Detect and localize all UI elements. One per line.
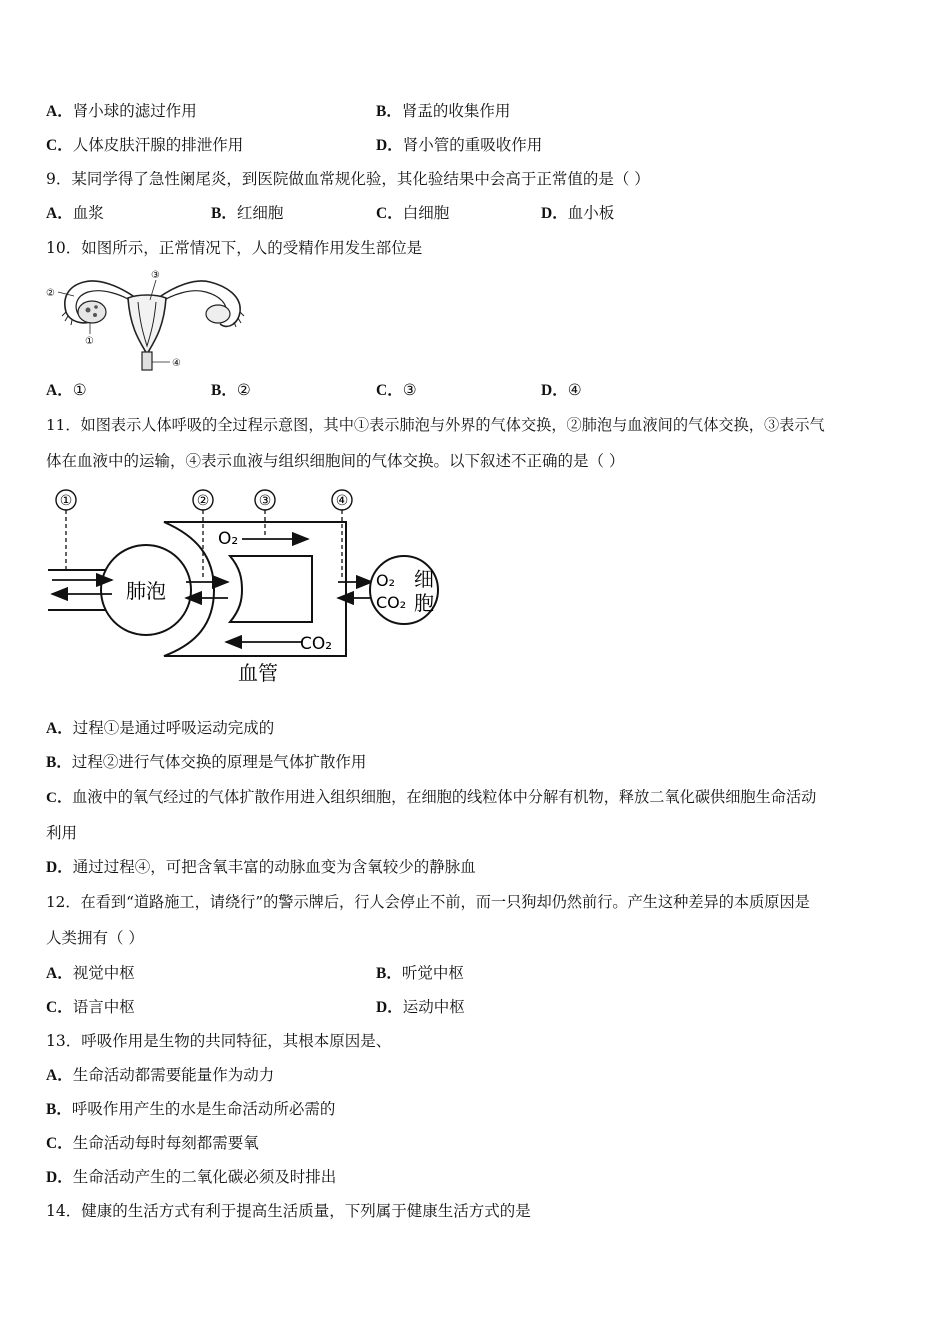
q9-option-a: A．血浆	[46, 204, 104, 222]
svg-text:②: ②	[196, 493, 210, 509]
svg-text:O₂: O₂	[218, 529, 239, 549]
q9-stem: 9．某同学得了急性阑尾炎，到医院做血常规化验，其化验结果中会高于正常值的是（ ）	[46, 170, 650, 188]
q11-stem-line2: 体在血液中的运输，④表示血液与组织细胞间的气体交换。以下叙述不正确的是（ ）	[46, 452, 625, 470]
q10-option-b: B．②	[211, 381, 251, 399]
svg-text:CO₂: CO₂	[300, 634, 333, 654]
q12-option-a: A．视觉中枢	[46, 964, 135, 982]
figure-label-1: ①	[85, 336, 94, 347]
q14-stem: 14．健康的生活方式有利于提高生活质量，下列属于健康生活方式的是	[46, 1202, 531, 1220]
q8-option-a: A．肾小球的滤过作用	[46, 102, 197, 120]
left-ovary	[78, 301, 106, 323]
right-ovary	[206, 305, 230, 323]
q11-option-a: A．过程①是通过呼吸运动完成的	[46, 719, 275, 737]
step-2-label	[193, 490, 213, 510]
q11-stem-line1: 11．如图表示人体呼吸的全过程示意图，其中①表示肺泡与外界的气体交换，②肺泡与血液间的气体交换，③表示气	[46, 416, 825, 434]
vagina	[142, 352, 152, 370]
q13-stem: 13．呼吸作用是生物的共同特征，其根本原因是、	[46, 1032, 392, 1050]
respiration-diagram	[46, 484, 446, 690]
svg-text:③: ③	[258, 493, 272, 509]
q12-option-c: C．语言中枢	[46, 998, 135, 1016]
q11-option-d: D．通过过程④，可把含氧丰富的动脉血变为含氧较少的静脉血	[46, 858, 476, 876]
q10-stem: 10．如图所示，正常情况下，人的受精作用发生部位是	[46, 239, 423, 257]
q12-option-b: B．听觉中枢	[376, 964, 464, 982]
uterus-figure	[44, 268, 250, 372]
step-3-label	[255, 490, 275, 510]
svg-text:胞: 胞	[414, 591, 434, 615]
svg-text:O₂: O₂	[376, 571, 396, 590]
q13-option-a: A．生命活动都需要能量作为动力	[46, 1066, 275, 1084]
q11-option-b: B．过程②进行气体交换的原理是气体扩散作用	[46, 753, 367, 771]
svg-text:④: ④	[335, 493, 349, 509]
vessel-label: 血管	[238, 661, 278, 685]
figure-label-4: ④	[172, 358, 181, 369]
q10-option-a: A．①	[46, 381, 87, 399]
step-1-label	[56, 490, 76, 510]
q10-option-d: D．④	[541, 381, 582, 399]
q8-option-d: D．肾小管的重吸收作用	[376, 136, 543, 154]
q11-option-c: C．血液中的氧气经过的气体扩散作用进入组织细胞，在细胞的线粒体中分解有机物，释放二氧化碳供细胞生命活动	[46, 788, 817, 806]
svg-text:细: 细	[414, 567, 434, 591]
figure-label-3: ③	[151, 270, 160, 281]
step-4-label	[332, 490, 352, 510]
svg-text:CO₂: CO₂	[376, 593, 407, 612]
q9-option-b: B．红细胞	[211, 204, 284, 222]
q9-option-d: D．血小板	[541, 204, 615, 222]
q11-option-c-cont: 利用	[46, 824, 78, 842]
q13-option-c: C．生命活动每时每刻都需要氧	[46, 1134, 259, 1152]
q13-option-d: D．生命活动产生的二氧化碳必须及时排出	[46, 1168, 337, 1186]
q9-option-c: C．白细胞	[376, 204, 450, 222]
q8-option-c: C．人体皮肤汗腺的排泄作用	[46, 136, 244, 154]
q12-stem-line1: 12．在看到“道路施工，请绕行”的警示牌后，行人会停止不前，而一只狗却仍然前行。产生这种差异的本质原因是	[46, 893, 810, 911]
q12-option-d: D．运动中枢	[376, 998, 465, 1016]
svg-text:①: ①	[59, 493, 73, 509]
q10-option-c: C．③	[376, 381, 417, 399]
q12-stem-line2: 人类拥有（ ）	[46, 929, 144, 947]
svg-text:肺泡: 肺泡	[126, 579, 166, 603]
q8-option-b: B．肾盂的收集作用	[376, 102, 511, 120]
q13-option-b: B．呼吸作用产生的水是生命活动所必需的	[46, 1100, 336, 1118]
figure-label-2: ②	[46, 288, 55, 299]
